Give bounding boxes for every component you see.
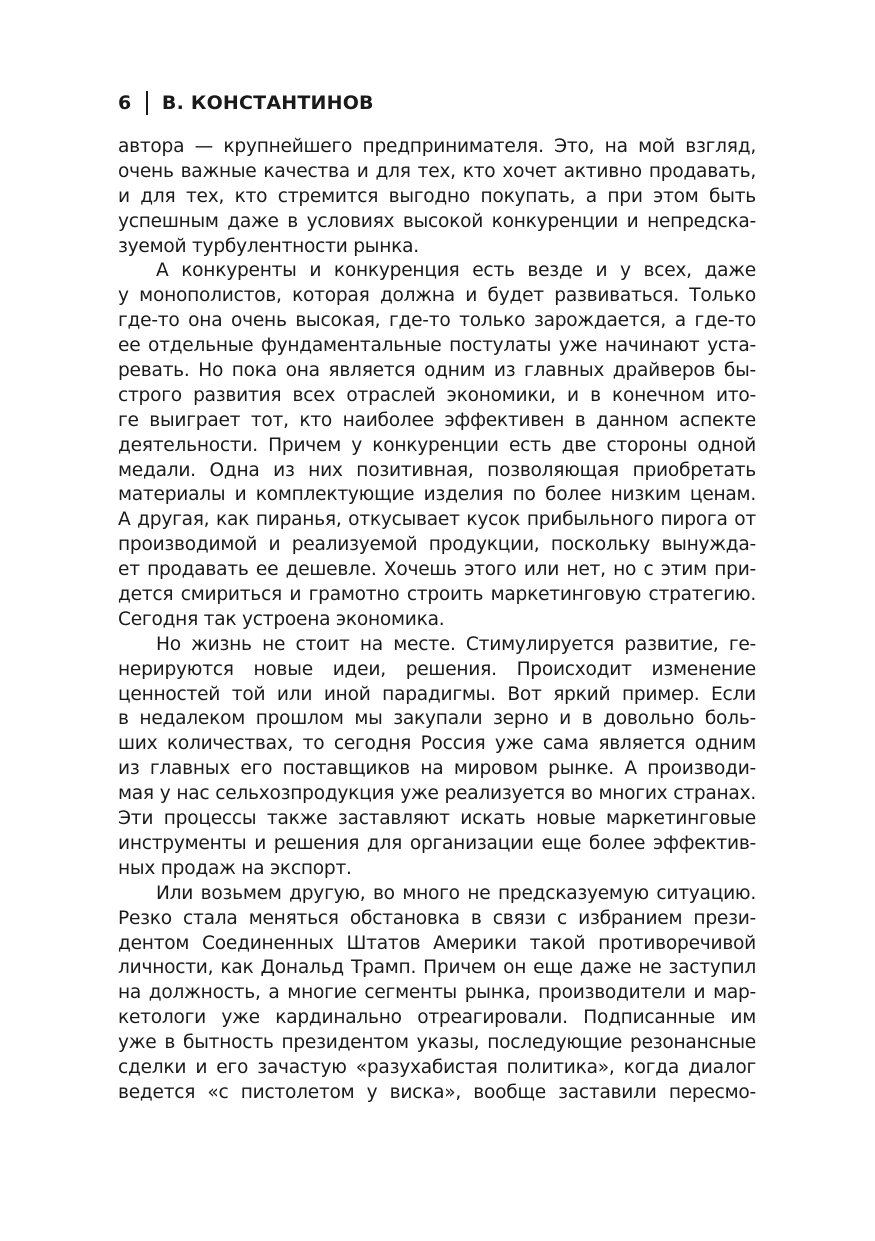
text-line: ге выиграет тот, кто наиболее эффективен в данном аспекте <box>118 409 756 431</box>
text-line: медали. Одна из них позитивная, позволяющая приобретать <box>118 459 756 481</box>
text-line: Но жизнь не стоит на месте. Стимулируется развитие, ге- <box>156 633 756 655</box>
text-line: из главных его поставщиков на мировом рынке. А производи- <box>118 758 756 780</box>
text-line: инструменты и решения для организации еще более эффектив- <box>118 832 756 854</box>
text-line: ных продаж на экспорт. <box>118 857 352 879</box>
text-line: дется смириться и грамотно строить маркетинговую стратегию. <box>118 584 756 606</box>
text-line: ценностей той или иной парадигмы. Вот яркий пример. Если <box>118 683 756 705</box>
paragraph <box>118 882 756 1106</box>
text-line: уже в бытность президентом указы, последующие резонансные <box>118 1032 756 1054</box>
text-line: ведется «с пистолетом у виска», вообще заставили пересмо- <box>118 1081 756 1103</box>
text-line: в недалеком прошлом мы закупали зерно и в довольно боль- <box>118 708 756 730</box>
text-line: зуемой турбулентности рынка. <box>118 235 419 257</box>
text-line: нерируются новые идеи, решения. Происходит изменение <box>118 658 756 680</box>
text-line: ее отдельные фундаментальные постулаты уже начинают уста- <box>118 335 756 357</box>
text-line: дентом Соединенных Штатов Америки такой противоречивой <box>118 932 756 954</box>
text-line: успешным даже в условиях высокой конкуренции и непредска- <box>118 210 756 232</box>
body-text <box>118 135 756 1106</box>
text-line: ших количествах, то сегодня Россия уже сама является одним <box>118 733 756 755</box>
text-line: Эти процессы также заставляют искать новые маркетинговые <box>118 808 756 830</box>
text-line: где-то она очень высокая, где-то только зарождается, а где-то <box>118 310 756 332</box>
text-line: мая у нас сельхозпродукция уже реализуется во многих странах. <box>118 783 756 805</box>
text-line: материалы и комплектующие изделия по более низким ценам. <box>118 484 756 506</box>
paragraph <box>118 259 756 632</box>
text-line: Или возьмем другую, во много не предсказуемую ситуацию. <box>156 882 756 904</box>
text-line: у монополистов, которая должна и будет развиваться. Только <box>118 285 756 307</box>
running-header <box>118 88 756 118</box>
author-name: В. КОНСТАНТИНОВ <box>161 92 374 114</box>
text-line: Сегодня так устроена экономика. <box>118 608 445 630</box>
text-line: А другая, как пиранья, откусывает кусок прибыльного пирога от <box>118 509 756 531</box>
text-line: и для тех, кто стремится выгодно покупать, а при этом быть <box>118 185 756 207</box>
text-line: ревать. Но пока она является одним из главных драйверов бы- <box>118 360 756 382</box>
page-number: 6 <box>118 92 132 114</box>
header-separator <box>146 91 148 115</box>
text-line: автора — крупнейшего предпринимателя. Это, на мой взгляд, <box>118 136 756 157</box>
text-line: личности, как Дональд Трамп. Причем он еще даже не заступил <box>118 957 756 979</box>
text-line: строго развития всех отраслей экономики, и в конечном ито- <box>118 384 756 406</box>
text-line: кетологи уже кардинально отреагировали. Подписанные им <box>118 1007 756 1029</box>
paragraph <box>118 135 756 259</box>
text-line: Резко стала меняться обстановка в связи с избранием прези- <box>118 907 756 929</box>
text-line: сделки и его зачастую «разухабистая политика», когда диалог <box>118 1056 756 1078</box>
book-page <box>118 88 756 1106</box>
text-line: А конкуренты и конкуренция есть везде и у всех, даже <box>156 260 756 282</box>
text-line: на должность, а многие сегменты рынка, производители и мар- <box>118 982 756 1004</box>
text-line: ет продавать ее дешевле. Хочешь этого или нет, но с этим при- <box>118 559 756 581</box>
text-line: очень важные качества и для тех, кто хочет активно продавать, <box>118 160 756 182</box>
paragraph <box>118 633 756 882</box>
text-line: деятельности. Причем у конкуренции есть две стороны одной <box>118 434 756 456</box>
text-line: производимой и реализуемой продукции, поскольку вынужда- <box>118 534 756 556</box>
